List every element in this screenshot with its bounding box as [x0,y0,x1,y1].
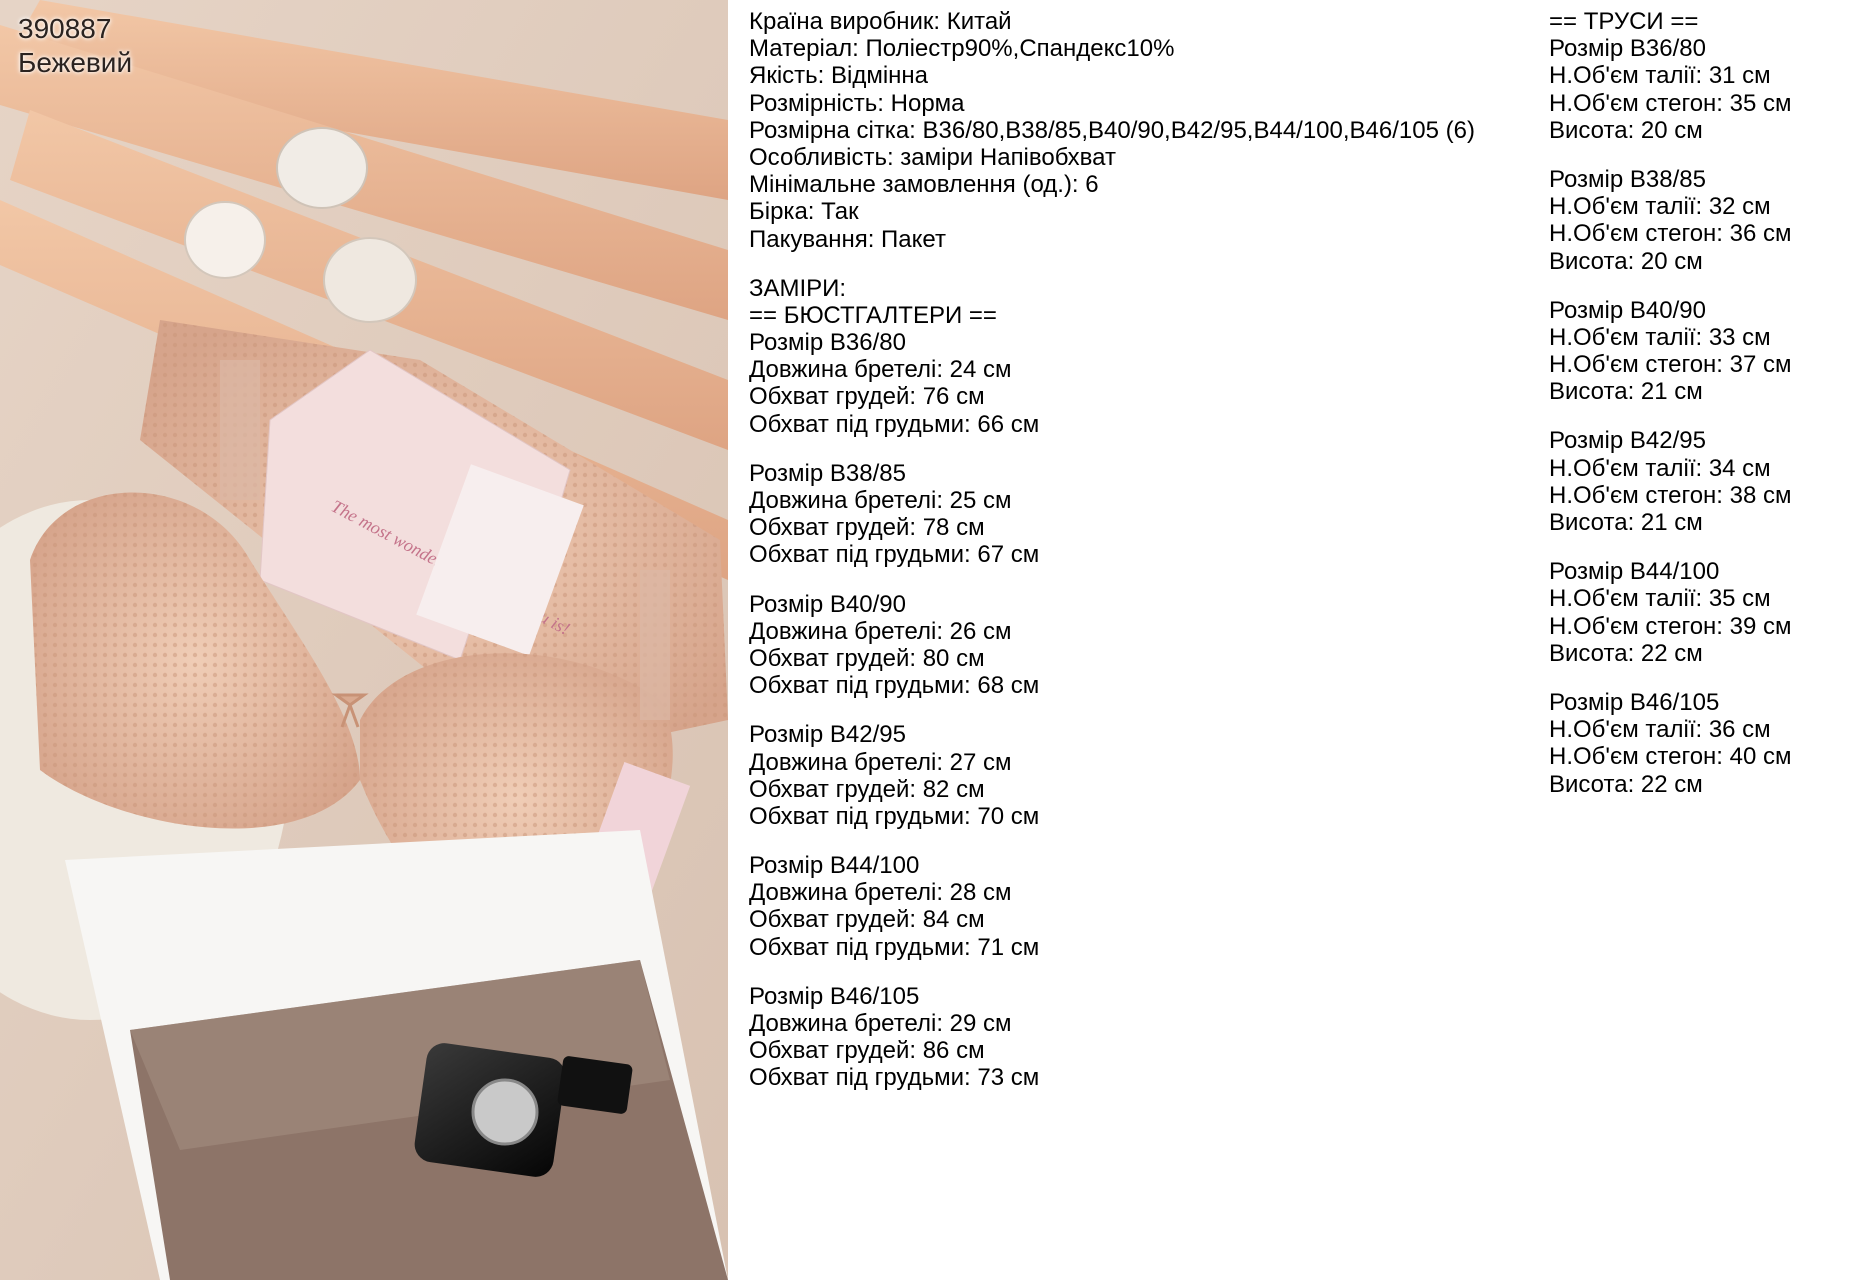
panties-size: Розмір B42/95 [1549,427,1706,455]
panties-height: Висота: 22 см [1549,770,1703,798]
bra-strap: Довжина бретелі: 27 см [749,748,1012,776]
bra-strap: Довжина бретелі: 29 см [749,1010,1012,1037]
panties-height: Висота: 21 см [1549,378,1703,406]
magazine [65,830,728,1280]
product-photo [0,0,728,1280]
bra-strap: Довжина бретелі: 24 см [749,356,1012,384]
bra-size-block [749,329,1475,438]
spec-material: Матеріал: Поліестр90%,Спандекс10% [749,35,1175,63]
bra-size: Розмір B36/80 [749,329,906,357]
panties-waist: Н.Об'єм талії: 35 см [1549,585,1771,613]
bra-size: Розмір B42/95 [749,721,906,749]
sku-code: 390887 [18,13,112,44]
spec-feature: Особливість: заміри Напівобхват [749,143,1116,171]
panties-waist: Н.Об'єм талії: 31 см [1549,62,1771,90]
bra-underbust: Обхват під грудьми: 73 см [749,1064,1040,1092]
bra-size: Розмір B44/100 [749,852,920,880]
spec-packaging: Пакування: Пакет [749,225,946,253]
panties-size-block [1549,166,1792,275]
panties-waist: Н.Об'єм талії: 34 см [1549,454,1771,482]
bra-bust: Обхват грудей: 80 см [749,644,985,672]
bra-size: Розмір B46/105 [749,982,920,1010]
bra-strap: Довжина бретелі: 25 см [749,487,1012,514]
panties-hips: Н.Об'єм стегон: 39 см [1549,612,1792,640]
panties-size: Розмір B40/90 [1549,296,1706,324]
panties-hips: Н.Об'єм стегон: 40 см [1549,743,1792,771]
bra-bust: Обхват грудей: 78 см [749,514,985,542]
panties-size-block [1549,35,1792,144]
panties-hips: Н.Об'єм стегон: 38 см [1549,481,1792,509]
bra-underbust: Обхват під грудьми: 71 см [749,933,1040,961]
bra-bust: Обхват грудей: 82 см [749,775,985,803]
specs-column [749,8,1475,1092]
bra-size-block [749,460,1475,569]
panties-size: Розмір B46/105 [1549,688,1720,716]
spec-quality: Якість: Відмінна [749,62,929,90]
bra-size: Розмір B38/85 [749,459,906,487]
bra-size-block [749,852,1475,961]
panties-height: Висота: 22 см [1549,639,1703,667]
panties-waist: Н.Об'єм талії: 36 см [1549,716,1771,744]
panties-height: Висота: 20 см [1549,247,1703,275]
bra-underbust: Обхват під грудьми: 67 см [749,541,1040,569]
bra-underbust: Обхват під грудьми: 66 см [749,410,1040,438]
product-label [18,12,132,80]
panties-hips: Н.Об'єм стегон: 37 см [1549,351,1792,379]
panties-height: Висота: 20 см [1549,116,1703,144]
bra-bust: Обхват грудей: 84 см [749,906,985,934]
bra-underbust: Обхват під грудьми: 68 см [749,672,1040,700]
spec-size-grid: Розмірна сітка: B36/80,B38/85,B40/90,B42/95,B44/100,B46/105 (6) [749,116,1475,144]
spec-sizing: Розмірність: Норма [749,89,965,117]
bra-underbust: Обхват під грудьми: 70 см [749,802,1040,830]
panties-waist: Н.Об'єм талії: 32 см [1549,193,1771,221]
panties-size: Розмір B38/85 [1549,165,1706,193]
panties-hips: Н.Об'єм стегон: 36 см [1549,220,1792,248]
bra-bust: Обхват грудей: 76 см [749,383,985,411]
panties-size-block [1549,558,1792,667]
product-photo-illustration [0,0,728,1280]
panties-size-block [1549,297,1792,406]
bra-strap: Довжина бретелі: 28 см [749,879,1012,907]
bra-size-block [749,721,1475,830]
panties-height: Висота: 21 см [1549,509,1703,536]
measurements-title: ЗАМІРИ: [749,274,847,302]
spec-min-order: Мінімальне замовлення (од.): 6 [749,171,1099,199]
bras-title: == БЮСТГАЛТЕРИ == [749,301,997,329]
spec-tag: Бірка: Так [749,198,859,226]
panties-size: Розмір B44/100 [1549,558,1720,586]
bra-size-block [749,591,1475,700]
bra-bust: Обхват грудей: 86 см [749,1037,985,1065]
color-name: Бежевий [18,47,133,78]
panties-size: Розмір B36/80 [1549,35,1706,63]
bra-size-block [749,983,1475,1092]
bra-strap: Довжина бретелі: 26 см [749,617,1012,645]
panties-column [1549,8,1792,798]
panties-waist: Н.Об'єм талії: 33 см [1549,323,1771,351]
bra-size: Розмір B40/90 [749,590,906,618]
panties-size-block [1549,427,1792,536]
panties-title: == ТРУСИ == [1549,8,1699,35]
panties-hips: Н.Об'єм стегон: 35 см [1549,89,1792,117]
spec-country: Країна виробник: Китай [749,8,1012,35]
panties-size-block [1549,689,1792,798]
tag-script: The most wonderful is! [328,495,574,639]
